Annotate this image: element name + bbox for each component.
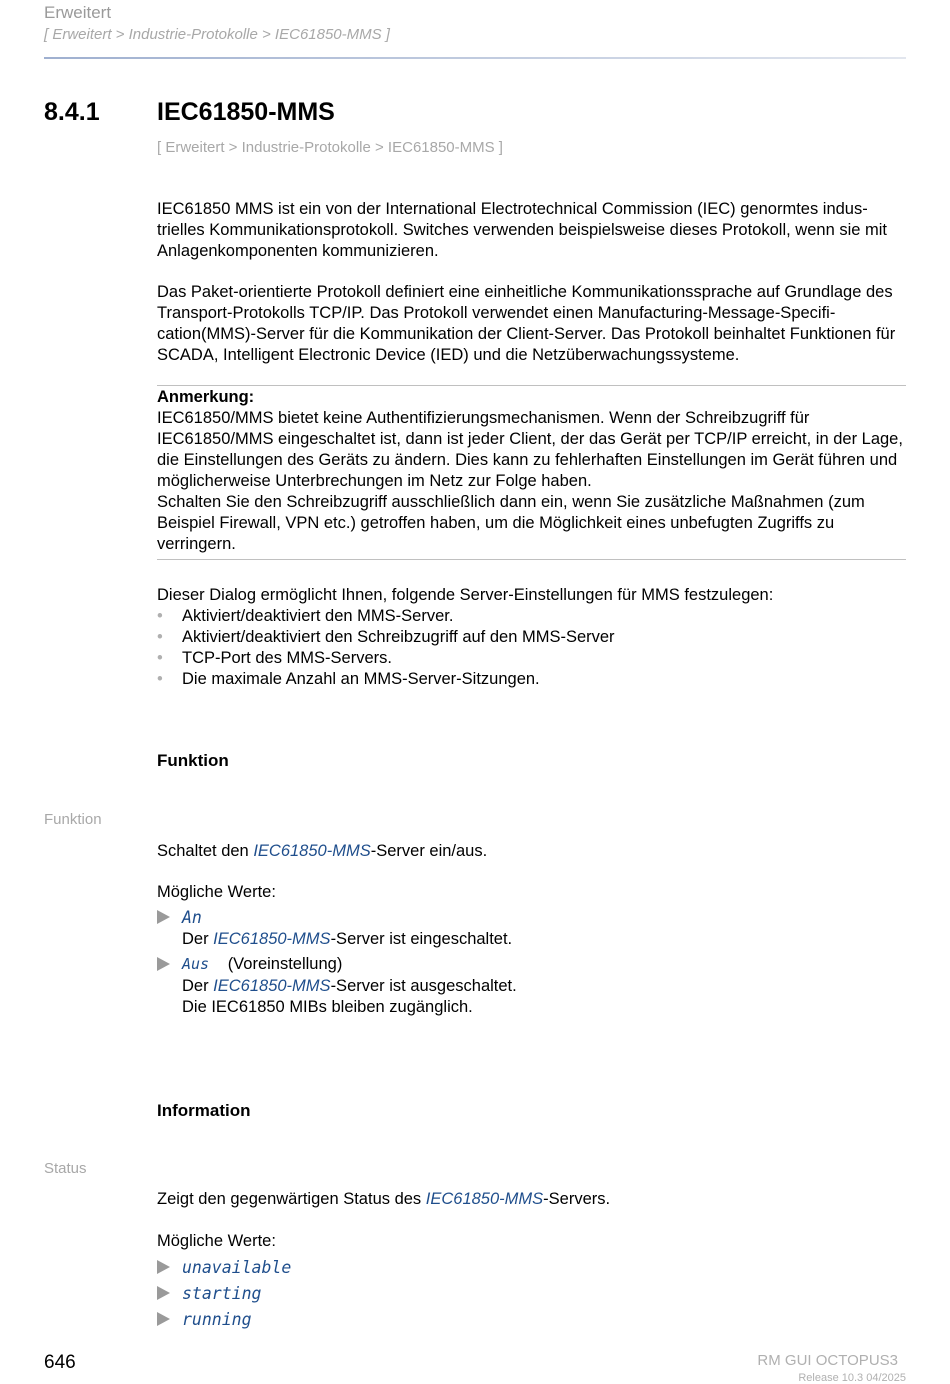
funktion-values-label: Mögliche Werte: [157, 883, 276, 901]
status-description: Zeigt den gegenwärtigen Status des IEC61850-MMS-Servers. [157, 1190, 611, 1208]
intro-paragraph-2: Das Paket-orientierte Protokoll definiert eine einheitliche Kommunikationssprache auf Grundlage des Transport-Protokolls TCP/IP. Das Protokoll verwendet einen Manufacturing-Message-Specifi- cation(MMS)-Server für die Kommunikation der Client-Server. Das Protokoll beinhaltet Funktionen für SCADA, Intelligent Electronic Device (IED) und die Netzüberwachungssysteme. [157, 283, 896, 364]
funktion-heading: Funktion [157, 751, 229, 770]
param-link: IEC61850-MMS [253, 842, 371, 860]
list-item: • Aktiviert/deaktiviert den MMS-Server. [157, 607, 454, 625]
list-item: • Aktiviert/deaktiviert den Schreibzugriff auf den MMS-Server [157, 628, 615, 646]
status-values-label: Mögliche Werte: [157, 1232, 276, 1250]
option-value: starting [182, 1284, 262, 1303]
status-margin-label: Status [44, 1160, 87, 1177]
option-value: Aus [182, 955, 210, 973]
option-value: unavailable [182, 1258, 292, 1277]
funktion-margin-label: Funktion [44, 811, 102, 828]
triangle-right-icon [157, 1260, 170, 1274]
triangle-right-icon [157, 1286, 170, 1300]
note-box [157, 387, 909, 555]
bullet-icon: • [157, 607, 163, 625]
footer-release: Release 10.3 04/2025 [798, 1372, 906, 1384]
bullet-icon: • [157, 628, 163, 646]
information-heading: Information [157, 1101, 251, 1120]
note-heading: Anmerkung: [157, 388, 255, 406]
list-item: • Die maximale Anzahl an MMS-Server-Sitzungen. [157, 670, 540, 688]
option-value: running [182, 1310, 252, 1329]
note-paragraph-1: IEC61850/MMS bietet keine Authentifizierungsmechanismen. Wenn der Schreibzugriff für IEC61850/MMS eingeschaltet ist, dann ist jeder Client, der das Gerät per TCP/IP erreicht, in der Lage, die Einstellungen des Geräts zu ändern. Dies kann zu fehlerhaften Einstellungen im Gerät führen und möglicherweise Unterbrechungen im Netz zur Folge haben. [157, 409, 903, 490]
page-number: 646 [44, 1352, 76, 1373]
bullet-icon: • [157, 649, 163, 667]
bullet-icon: • [157, 670, 163, 688]
triangle-right-icon [157, 1312, 170, 1326]
note-bottom-rule [157, 559, 906, 560]
triangle-right-icon [157, 957, 170, 971]
intro-paragraph-1: IEC61850 MMS ist ein von der International Electrotechnical Commission (IEC) genormtes indus- trielles Kommunikationsprotokoll. Switches verwenden beispielsweise dieses Protokoll, wenn sie mit Anlagenkomponenten kommunizieren. [157, 200, 887, 260]
funktion-description: Schaltet den IEC61850-MMS-Server ein/aus. [157, 842, 488, 860]
section-number: 8.4.1 [44, 98, 100, 126]
note-top-rule [157, 385, 906, 386]
param-link: IEC61850-MMS [425, 1190, 544, 1208]
section-title: IEC61850-MMS [157, 98, 335, 126]
running-header-title: Erweitert [44, 3, 112, 22]
section-breadcrumb: [ Erweitert > Industrie-Protokolle > IEC61850-MMS ] [157, 139, 503, 156]
dialog-intro: Dieser Dialog ermöglicht Ihnen, folgende Server-Einstellungen für MMS festzulegen: [157, 586, 774, 604]
note-paragraph-2: Schalten Sie den Schreibzugriff ausschließlich dann ein, wenn Sie zusätzliche Maßnahmen (zum Beispiel Firewall, VPN etc.) getroffen haben, um die Möglichkeit eines unbefugten Zugriffs zu verringern. [157, 493, 865, 553]
option-default-note: (Voreinstellung) [227, 955, 343, 973]
option-description: Der IEC61850-MMS-Server ist ausgeschaltet. Die IEC61850 MIBs bleiben zugänglich. [182, 977, 517, 1016]
option-description: Der IEC61850-MMS-Server ist eingeschaltet. [182, 930, 513, 948]
running-header-breadcrumb: [ Erweitert > Industrie-Protokolle > IEC61850-MMS ] [44, 26, 390, 43]
settings-list [157, 606, 615, 690]
footer-product: RM GUI OCTOPUS3 [757, 1352, 898, 1369]
triangle-right-icon [157, 910, 170, 924]
list-item: • TCP-Port des MMS-Servers. [157, 649, 392, 667]
option-value: An [182, 908, 202, 927]
header-divider [44, 57, 906, 59]
